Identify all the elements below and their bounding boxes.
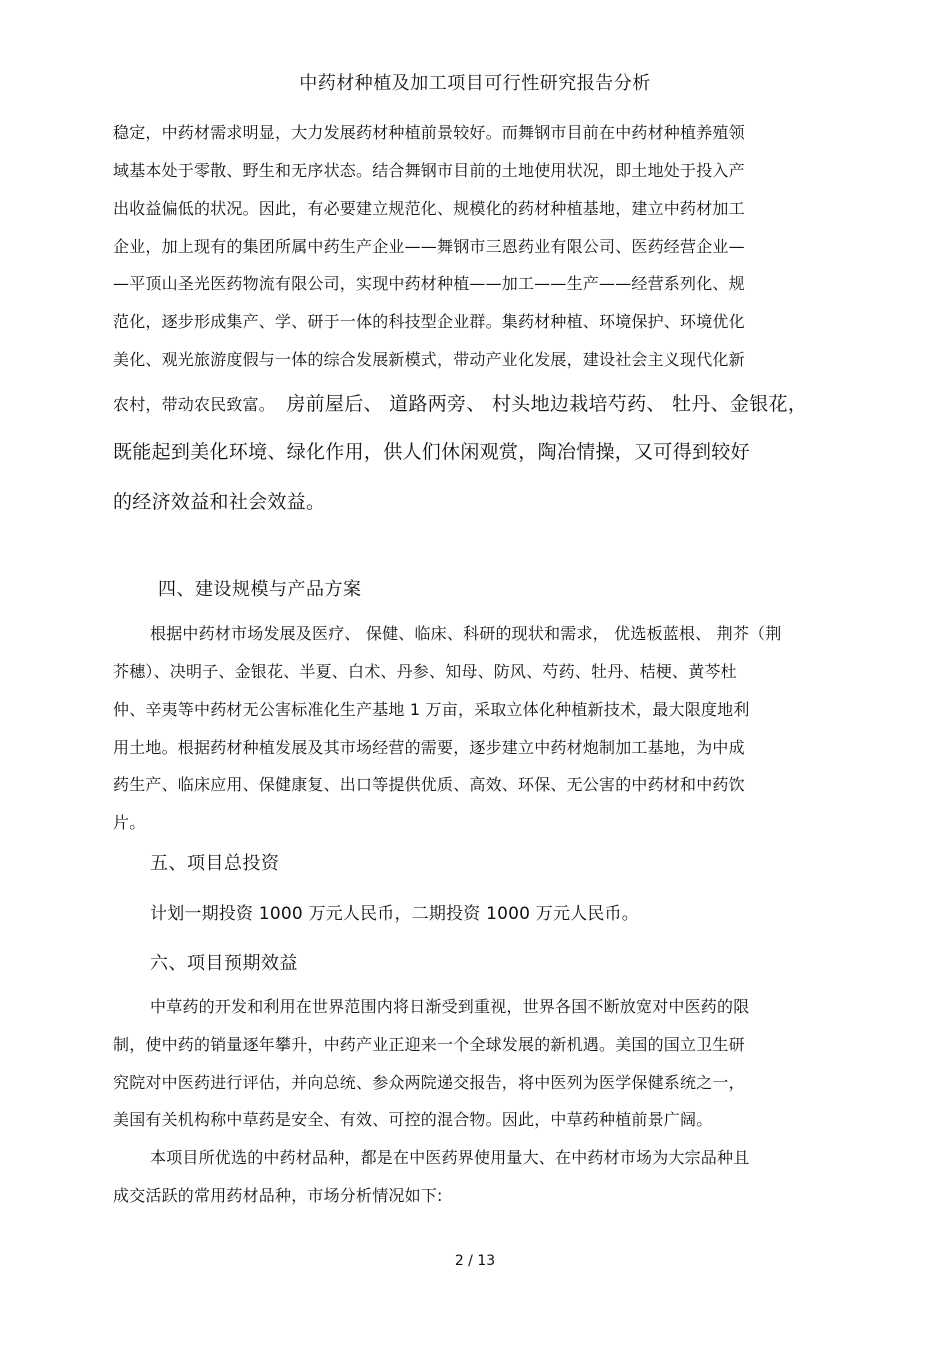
- section-6-line-5: 本项目所优选的中药材品种，都是在中医药界使用量大、在中药材市场为大宗品种且: [150, 1148, 750, 1167]
- section-6-line-1: 中草药的开发和利用在世界范围内将日渐受到重视，世界各国不断放宽对中医药的限: [150, 997, 750, 1016]
- intro-line-5: —平顶山圣光医药物流有限公司，实现中药材种植——加工——生产——经营系列化、规: [113, 274, 745, 293]
- section-5-body: 计划一期投资 1000 万元人民币，二期投资 1000 万元人民币。: [150, 904, 639, 924]
- page-number: 2 / 13: [454, 1253, 496, 1269]
- section-6-line-4: 美国有关机构称中草药是安全、有效、可控的混合物。因此，中草药种植前景广阔。: [113, 1110, 713, 1129]
- intro-big-line-2: 的经济效益和社会效益。: [113, 491, 326, 513]
- section-6-heading: 六、项目预期效益: [150, 953, 298, 974]
- intro-line-8-small: 农村，带动农民致富。: [113, 395, 276, 414]
- section-4-line-2: 芥穗）、决明子、金银花、半夏、白术、丹参、知母、防风、芍药、牡丹、桔梗、黄芩杜: [113, 662, 737, 681]
- intro-line-8: [113, 392, 807, 416]
- intro-line-7: 美化、观光旅游度假与一体的综合发展新模式，带动产业化发展，建设社会主义现代化新: [113, 350, 745, 369]
- section-4-line-4: 用土地。根据药材种植发展及其市场经营的需要，逐步建立中药材炮制加工基地，为中成: [113, 738, 745, 757]
- intro-line-1: 稳定，中药材需求明显，大力发展药材种植前景较好。而舞钢市目前在中药材种植养殖领: [113, 123, 745, 142]
- section-4-line-5: 药生产、临床应用、保健康复、出口等提供优质、高效、环保、无公害的中药材和中药饮: [113, 775, 745, 794]
- intro-big-line-1: 既能起到美化环境、绿化作用，供人们休闲观赏，陶冶情操，又可得到较好: [113, 441, 750, 463]
- section-4-heading: 四、建设规模与产品方案: [158, 579, 362, 600]
- intro-line-2: 域基本处于零散、野生和无序状态。结合舞钢市目前的土地使用状况，即土地处于投入产: [113, 161, 745, 180]
- intro-line-8-big: 房前屋后、 道路两旁、 村头地边栽培芍药、 牡丹、金银花，: [286, 393, 808, 415]
- section-4-line-6: 片。: [113, 813, 146, 832]
- intro-line-3: 出收益偏低的状况。因此，有必要建立规范化、规模化的药材种植基地，建立中药材加工: [113, 199, 745, 218]
- section-4-line-1: 根据中药材市场发展及医疗、 保健、临床、科研的现状和需求， 优选板蓝根、 荆芥（荆: [150, 624, 782, 643]
- intro-line-6: 范化，逐步形成集产、学、研于一体的科技型企业群。集药材种植、环境保护、环境优化: [113, 312, 745, 331]
- section-5-heading: 五、项目总投资: [150, 853, 280, 874]
- page-title: 中药材种植及加工项目可行性研究报告分析: [299, 73, 651, 94]
- section-4-line-3: 仲、辛夷等中药材无公害标准化生产基地 1 万亩，采取立体化种植新技术，最大限度地利: [113, 700, 750, 719]
- section-6-line-2: 制，使中药的销量逐年攀升，中药产业正迎来一个全球发展的新机遇。美国的国立卫生研: [113, 1035, 745, 1054]
- section-6-line-6: 成交活跃的常用药材品种，市场分析情况如下:: [113, 1186, 443, 1205]
- section-6-line-3: 究院对中医药进行评估，并向总统、参众两院递交报告，将中医列为医学保健系统之一，: [113, 1073, 745, 1092]
- intro-line-4: 企业，加上现有的集团所属中药生产企业——舞钢市三恩药业有限公司、医药经营企业—: [113, 237, 745, 256]
